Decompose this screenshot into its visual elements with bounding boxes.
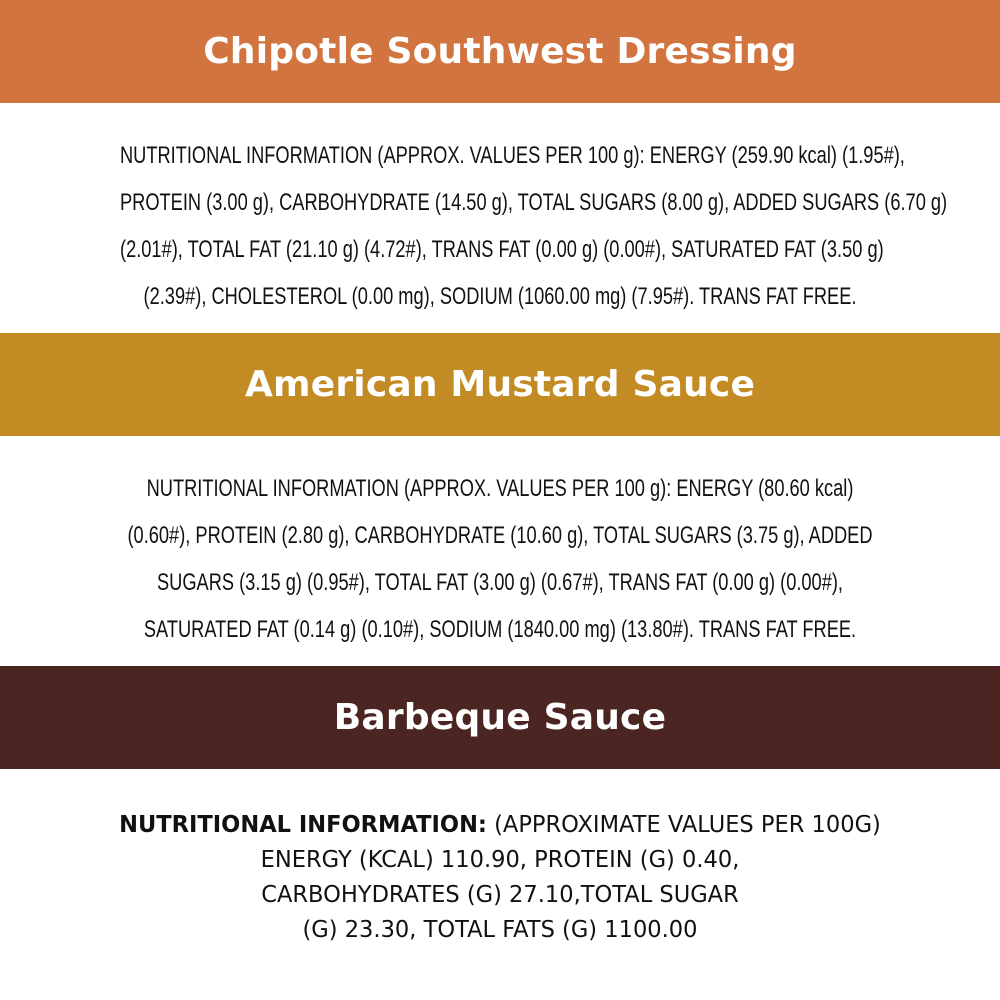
chipotle-info-line-1: NUTRITIONAL INFORMATION (APPROX. VALUES PER 100 g): ENERGY (259.90 kcal) (1.95#), [120, 142, 905, 169]
mustard-info-line-2: (0.60#), PROTEIN (2.80 g), CARBOHYDRATE (10.60 g), TOTAL SUGARS (3.75 g), ADDED [127, 522, 873, 549]
mustard-info-line-3: SUGARS (3.15 g) (0.95#), TOTAL FAT (3.00 g) (0.67#), TRANS FAT (0.00 g) (0.00#), [157, 569, 843, 596]
mustard-nutrition-info [120, 465, 880, 653]
mustard-title: American Mustard Sauce [244, 364, 756, 405]
chipotle-title: Chipotle Southwest Dressing [203, 31, 797, 72]
bbq-info-lead: NUTRITIONAL INFORMATION: [119, 812, 487, 838]
bbq-info-line-2: ENERGY (KCAL) 110.90, PROTEIN (G) 0.40, [260, 847, 740, 873]
chipotle-header-band [0, 0, 1000, 103]
bbq-info-line-3: CARBOHYDRATES (G) 27.10,TOTAL SUGAR [261, 882, 739, 908]
bbq-title: Barbeque Sauce [333, 697, 667, 738]
bbq-info-line-4: (G) 23.30, TOTAL FATS (G) 1100.00 [302, 917, 698, 943]
bbq-info-line-1 [10, 808, 990, 843]
bbq-header-band [0, 666, 1000, 769]
bbq-info-line-1-text: (APPROXIMATE VALUES PER 100G) [494, 812, 881, 838]
chipotle-info-line-2: PROTEIN (3.00 g), CARBOHYDRATE (14.50 g), TOTAL SUGARS (8.00 g), ADDED SUGARS (6.70 g) [120, 189, 948, 216]
mustard-info-line-4: SATURATED FAT (0.14 g) (0.10#), SODIUM (1840.00 mg) (13.80#). TRANS FAT FREE. [143, 616, 857, 643]
chipotle-info-line-3: (2.01#), TOTAL FAT (21.10 g) (4.72#), TRANS FAT (0.00 g) (0.00#), SATURATED FAT (3.50 g) [120, 236, 884, 263]
mustard-info-line-1: NUTRITIONAL INFORMATION (APPROX. VALUES PER 100 g): ENERGY (80.60 kcal) [146, 475, 854, 502]
chipotle-nutrition-info [120, 132, 948, 320]
bbq-nutrition-info [0, 808, 1000, 948]
mustard-header-band [0, 333, 1000, 436]
chipotle-info-line-4: (2.39#), CHOLESTEROL (0.00 mg), SODIUM (1060.00 mg) (7.95#). TRANS FAT FREE. [143, 283, 857, 310]
